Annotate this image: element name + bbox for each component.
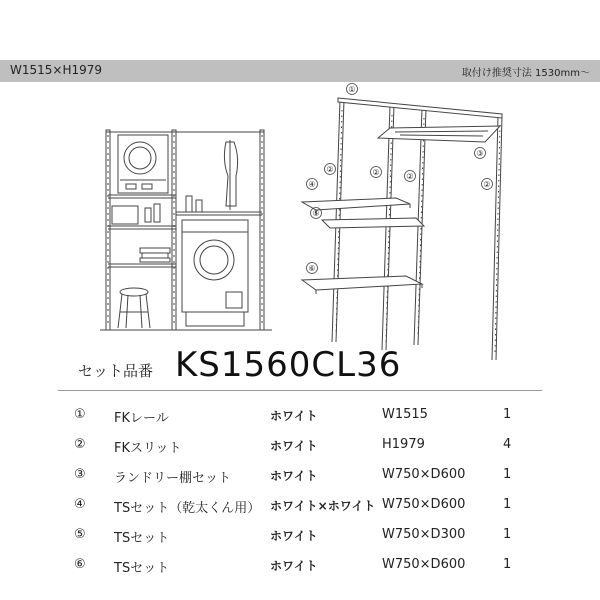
- part-size: W750×D300: [382, 527, 466, 542]
- parts-row: [0, 553, 600, 581]
- callout-6: ⑥: [308, 264, 316, 273]
- part-color: ホワイト: [270, 529, 318, 543]
- set-number-label: セット品番: [78, 362, 154, 380]
- part-number: ③: [74, 467, 86, 482]
- callout-5: ⑤: [312, 209, 320, 218]
- callout-3: ③: [476, 149, 484, 158]
- callout-1: ①: [348, 85, 356, 94]
- part-size: W750×D600: [382, 497, 466, 512]
- part-quantity: 1: [503, 467, 512, 482]
- part-name: FKスリット: [114, 441, 182, 456]
- parts-row: [0, 493, 600, 521]
- part-color: ホワイト: [270, 469, 318, 483]
- parts-row: [0, 433, 600, 461]
- part-number: ⑥: [74, 557, 86, 572]
- part-size: W750×D600: [382, 467, 466, 482]
- set-number-code: KS1560CL36: [175, 345, 402, 385]
- part-name: FKレール: [114, 411, 169, 426]
- parts-row: [0, 403, 600, 431]
- installed-scene-illustration: [100, 130, 272, 330]
- callout-2c: ②: [406, 172, 414, 181]
- parts-row: [0, 523, 600, 551]
- part-name: TSセット: [114, 561, 170, 576]
- callout-2a: ②: [326, 165, 334, 174]
- product-illustration: [90, 80, 510, 360]
- recommended-width: 取付け推奨寸法 1530mm～: [461, 68, 590, 79]
- part-quantity: 1: [503, 497, 512, 512]
- part-quantity: 1: [503, 407, 512, 422]
- exploded-parts-diagram: [302, 84, 502, 361]
- part-color: ホワイト: [270, 559, 318, 573]
- callout-2d: ②: [483, 180, 491, 189]
- part-number: ⑤: [74, 527, 86, 542]
- part-size: W1515: [382, 407, 428, 422]
- part-name: TSセット（乾太くん用）: [114, 501, 261, 516]
- overall-dimensions: W1515×H1979: [10, 63, 103, 77]
- part-quantity: 1: [503, 557, 512, 572]
- dimension-bar: [0, 60, 600, 82]
- set-number: [78, 345, 401, 393]
- part-color: ホワイト×ホワイト: [270, 499, 376, 513]
- part-number: ②: [74, 437, 86, 452]
- part-color: ホワイト: [270, 409, 318, 423]
- part-name: ランドリー棚セット: [114, 471, 232, 486]
- part-number: ①: [74, 407, 86, 422]
- part-size: W750×D600: [382, 557, 466, 572]
- part-quantity: 4: [503, 437, 512, 452]
- divider: [58, 390, 542, 391]
- part-color: ホワイト: [270, 439, 318, 453]
- part-size: H1979: [382, 437, 425, 452]
- parts-row: [0, 463, 600, 491]
- callout-2b: ②: [372, 168, 380, 177]
- callout-4: ④: [308, 180, 316, 189]
- part-name: TSセット: [114, 531, 170, 546]
- part-quantity: 1: [503, 527, 512, 542]
- part-number: ④: [74, 497, 86, 512]
